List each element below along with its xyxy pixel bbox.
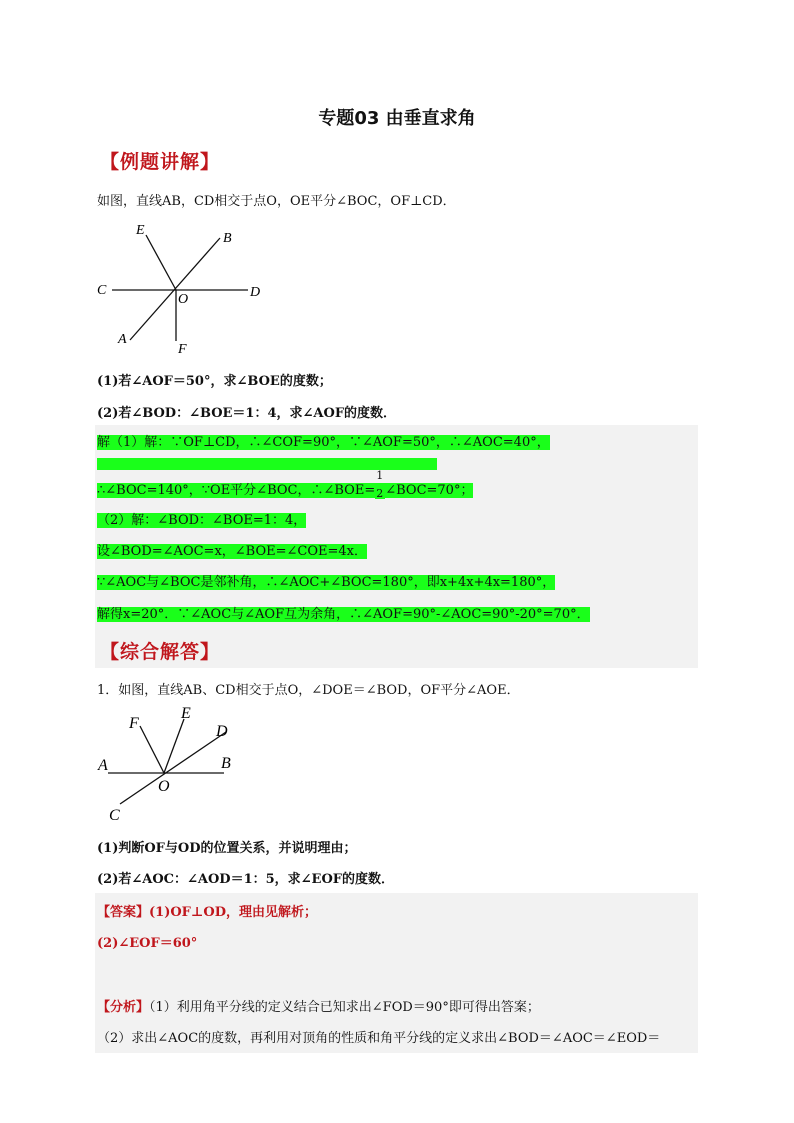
label-c: C [97,283,107,298]
label-d: D [250,285,261,300]
label-b: B [221,755,231,772]
label-o: O [178,292,189,307]
fraction-denominator: 2 [376,486,384,500]
analysis-1: （1）利用角平分线的定义结合已知求出∠FOD＝90°即可得出答案； [149,1000,540,1015]
solution-line-1: 解（1）解：∵OF⊥CD，∴∠COF=90°，∵∠AOF=50°，∴∠AOC=40°， [97,435,550,450]
answer-label: 【答案】 [97,905,150,920]
fraction-one-half [375,468,385,500]
label-c: C [109,807,120,824]
analysis-2: （2）求出∠AOC的度数，再利用对顶角的性质和角平分线的定义求出∠BOD＝∠AOC＝∠EOD＝ [97,1031,661,1046]
line-cd [120,732,226,804]
analysis-label: 【分析】 [97,1000,150,1015]
solution-line-3: （2）解：∠BOD：∠BOE=1：4， [97,513,307,528]
label-a: A [98,757,108,774]
example-q2: (2)若∠BOD：∠BOE＝1：4，求∠AOF的度数． [97,406,397,421]
answer-2: (2)∠EOF＝60° [97,936,198,951]
solution-line-2a: ∴∠BOC=140°，∵OE平分∠BOC，∴∠BOE= [97,483,376,498]
comprehensive-q2: (2)若∠AOC：∠AOD＝1：5，求∠EOF的度数． [97,872,395,887]
solution-line-6: 解得x=20°．∵∠AOC与∠AOF互为余角，∴∠AOF=90°-∠AOC=90°-20°=70°． [97,607,590,622]
label-e: E [136,223,145,238]
label-o: O [158,778,170,795]
solution-line-2b: ∠BOC=70°； [385,483,474,498]
solution-line-4: 设∠BOD=∠AOC=x，∠BOE=∠COE=4x． [97,544,367,559]
comprehensive-q1: (1)判断OF与OD的位置关系，并说明理由； [97,841,357,856]
label-b: B [223,231,232,246]
example-q1: (1)若∠AOF＝50°，求∠BOE的度数； [97,374,332,389]
comprehensive-heading: 【综合解答】 [100,641,221,663]
solution-highlight-bar [97,458,437,470]
answer-1: (1)OF⊥OD，理由见解析； [149,905,317,920]
label-a: A [118,332,127,347]
ray-oe [164,719,184,773]
comprehensive-figure [90,700,250,828]
ray-oe [146,235,176,290]
page-title: 专题03 由垂直求角 [318,108,476,129]
fraction-numerator: 1 [376,468,384,482]
comprehensive-problem: 1．如图，直线AB、CD相交于点O，∠DOE＝∠BOD，OF平分∠AOE． [97,683,520,698]
label-f: F [178,342,187,357]
label-d: D [216,723,228,740]
label-f: F [129,715,139,732]
solution-line-5: ∵∠AOC与∠BOC是邻补角，∴∠AOC+∠BOC=180°，即x+4x+4x=180°， [97,575,556,590]
label-e: E [181,705,191,722]
example-heading: 【例题讲解】 [100,151,221,173]
example-figure [90,218,275,358]
example-problem: 如图，直线AB，CD相交于点O，OE平分∠BOC，OF⊥CD． [97,194,456,209]
ray-of [140,726,164,773]
